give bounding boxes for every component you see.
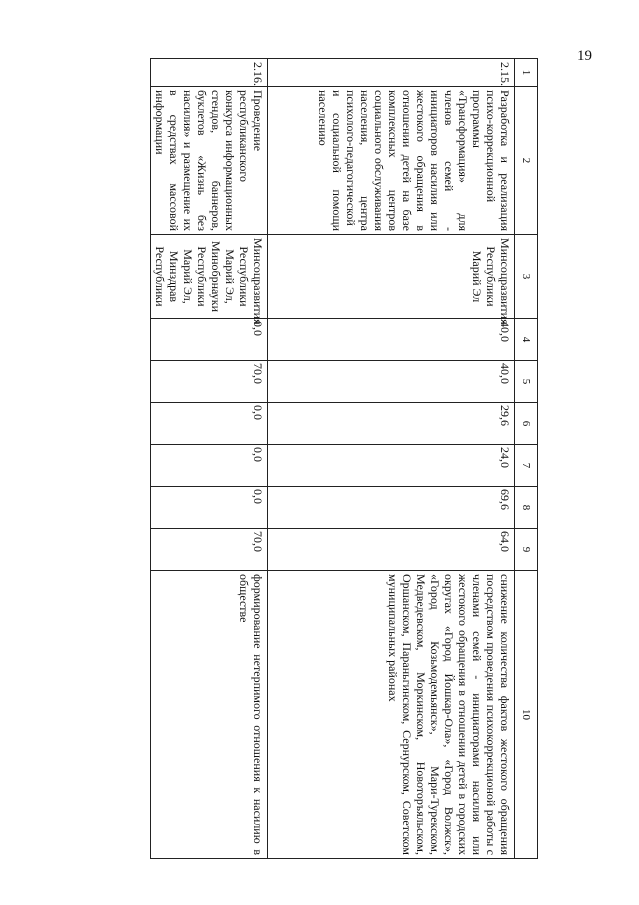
table-row xyxy=(151,59,268,859)
funding-value: 69,6 xyxy=(268,487,515,529)
col-header: 6 xyxy=(515,403,538,445)
funding-value: 0,0 xyxy=(151,445,268,487)
row-number: 2.15. xyxy=(268,59,515,87)
rotated-table-container xyxy=(116,58,538,858)
funding-value: 70,0 xyxy=(151,529,268,571)
event-description: Проведение республиканского конкурса информационных стендов, баннеров, буклетов «Жизнь без насилия» и размещение их в средствах массовой информации xyxy=(151,87,268,235)
col-header: 7 xyxy=(515,445,538,487)
funding-value: 70,0 xyxy=(151,361,268,403)
executor: Минсоцразвития Республики Марий Эл xyxy=(268,235,515,319)
col-header: 3 xyxy=(515,235,538,319)
row-number: 2.16. xyxy=(151,59,268,87)
executor: Минсоцразвития Республики Марий Эл, Минобрнауки Республики Марий Эл, Минздрав Республики xyxy=(151,235,268,319)
program-table xyxy=(150,58,538,859)
funding-value: 24,0 xyxy=(268,445,515,487)
col-header: 9 xyxy=(515,529,538,571)
col-header: 1 xyxy=(515,59,538,87)
funding-value: 40,0 xyxy=(268,361,515,403)
funding-value: 0,0 xyxy=(151,319,268,361)
funding-value: 0,0 xyxy=(151,403,268,445)
col-header: 5 xyxy=(515,361,538,403)
funding-value: 0,0 xyxy=(151,487,268,529)
header-row xyxy=(515,59,538,859)
col-header: 10 xyxy=(515,571,538,859)
funding-value: 64,0 xyxy=(268,529,515,571)
expected-result: формирование нетерпимого отношения к насилию в обществе xyxy=(151,571,268,859)
col-header: 8 xyxy=(515,487,538,529)
table-row xyxy=(268,59,515,859)
col-header: 2 xyxy=(515,87,538,235)
expected-result: снижение количества фактов жестокого обращения посредством проведения психокоррекционой работы с членами семей - инициаторами насилия или жестокого обращения в отношении детей в городских округах «Город Йошкар-Ола», «Город Волжск», «Город Козьмодемьянск», Мари-Турекском, Медведевском, Моркинском, Новоторъяльском, Оршанском, Параньгинском, Сернурском, Советском муниципальных районах xyxy=(268,571,515,859)
funding-value: 40,0 xyxy=(268,319,515,361)
page-number: 19 xyxy=(577,48,592,64)
event-description: Разработка и реализация психо-коррекционной программы «Трансформация» для членов семей - инициаторов насилия или жестокого обращения в отношении детей на базе комплексных центров социального обслуживания населения, центра психолого-педагогической и социальной помощи населению xyxy=(268,87,515,235)
funding-value: 29,6 xyxy=(268,403,515,445)
col-header: 4 xyxy=(515,319,538,361)
